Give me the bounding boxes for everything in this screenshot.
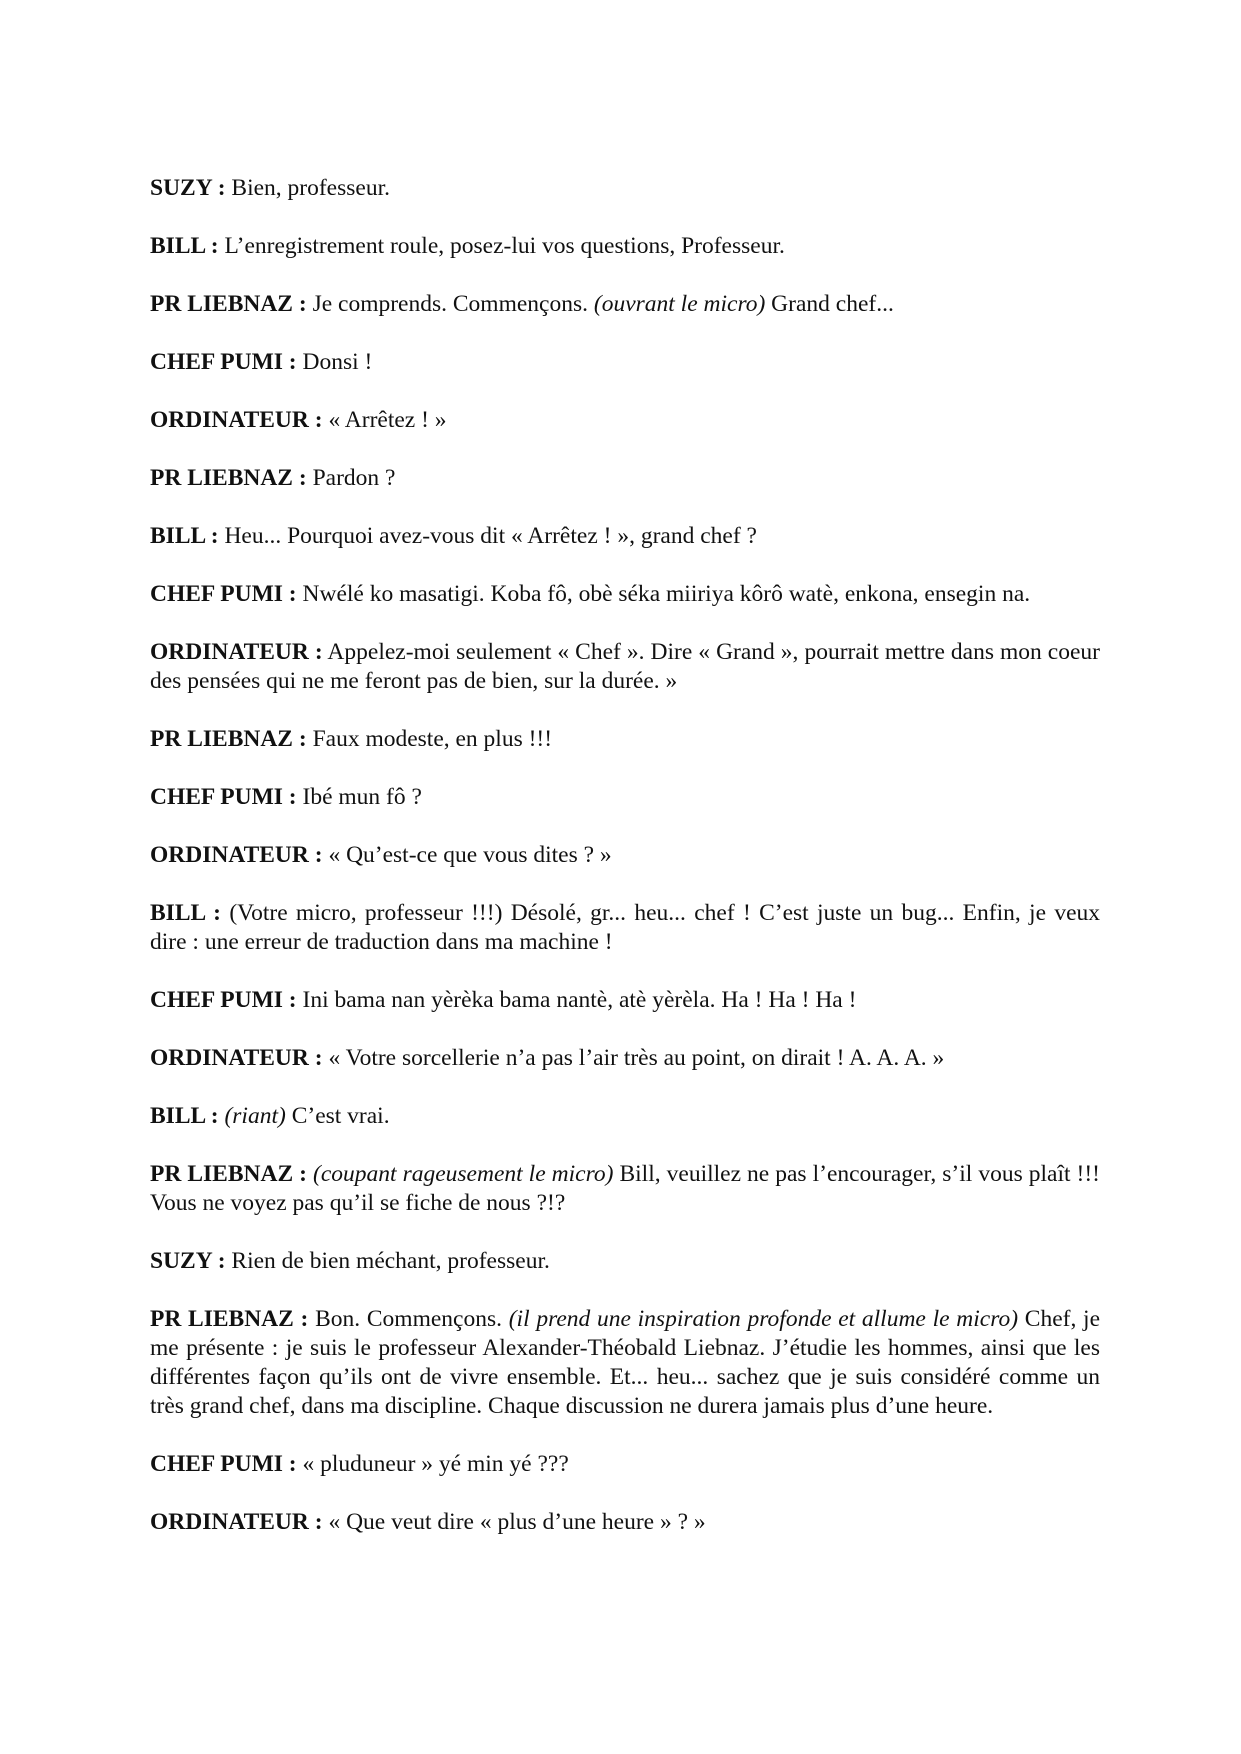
- dialogue-line: [150, 841, 1100, 870]
- dialogue-line: [150, 522, 1100, 551]
- dialogue-line: [150, 290, 1100, 319]
- dialogue-line: [150, 1247, 1100, 1276]
- dialogue-line: [150, 1044, 1100, 1073]
- speaker-name: ORDINATEUR :: [150, 1045, 323, 1071]
- dialogue-text: « Qu’est-ce que vous dites ? »: [322, 842, 612, 868]
- dialogue-text: Grand chef...: [765, 291, 894, 317]
- stage-direction: (ouvrant le micro): [593, 291, 766, 317]
- dialogue-text: Bon. Commençons.: [308, 1306, 509, 1332]
- dialogue-text: Je comprends. Commençons.: [306, 291, 594, 317]
- dialogue-text: (Votre micro, professeur !!!) Désolé, gr... heu... chef ! C’est juste un bug... Enfin, je veux dire : une erreur de traduction dans ma machine !: [150, 900, 1100, 955]
- script-text: [150, 174, 1100, 1566]
- dialogue-text: « Que veut dire « plus d’une heure » ? »: [322, 1509, 706, 1535]
- stage-direction: (coupant rageusement le micro): [313, 1161, 614, 1187]
- dialogue-line: [150, 406, 1100, 435]
- speaker-name: BILL :: [150, 233, 219, 259]
- dialogue-line: [150, 783, 1100, 812]
- speaker-name: ORDINATEUR :: [150, 842, 323, 868]
- dialogue-line: [150, 1102, 1100, 1131]
- dialogue-text: « Votre sorcellerie n’a pas l’air très au point, on dirait ! A. A. A. »: [322, 1045, 945, 1071]
- speaker-name: CHEF PUMI :: [150, 987, 297, 1013]
- speaker-name: PR LIEBNAZ :: [150, 1161, 307, 1187]
- speaker-name: CHEF PUMI :: [150, 349, 297, 375]
- dialogue-text: Ibé mun fô ?: [296, 784, 422, 810]
- speaker-name: ORDINATEUR :: [150, 1509, 323, 1535]
- speaker-name: CHEF PUMI :: [150, 1451, 297, 1477]
- dialogue-text: « pluduneur » yé min yé ???: [296, 1451, 569, 1477]
- speaker-name: ORDINATEUR :: [150, 407, 323, 433]
- dialogue-line: [150, 1160, 1100, 1218]
- speaker-name: PR LIEBNAZ :: [150, 291, 307, 317]
- speaker-name: PR LIEBNAZ :: [150, 726, 307, 752]
- speaker-name: CHEF PUMI :: [150, 581, 297, 607]
- dialogue-text: Chef, je me présente : je suis le professeur Alexander-Théobald Liebnaz. J’étudie les hommes, ainsi que les différentes façon qu’ils ont de vivre ensemble. Et... heu... sachez que je suis considéré comme un très grand chef, dans ma discipline. Chaque discussion ne durera jamais plus d’une heure.: [150, 1306, 1101, 1419]
- dialogue-line: [150, 986, 1100, 1015]
- speaker-name: PR LIEBNAZ :: [150, 465, 307, 491]
- dialogue-line: [150, 1305, 1100, 1421]
- dialogue-line: [150, 580, 1100, 609]
- dialogue-text: Heu... Pourquoi avez-vous dit « Arrêtez ! », grand chef ?: [218, 523, 757, 549]
- dialogue-text: Faux modeste, en plus !!!: [306, 726, 553, 752]
- speaker-name: ORDINATEUR :: [150, 639, 323, 665]
- dialogue-line: [150, 1508, 1100, 1537]
- dialogue-text: Nwélé ko masatigi. Koba fô, obè séka miiriya kôrô watè, enkona, ensegin na.: [296, 581, 1031, 607]
- dialogue-text: Rien de bien méchant, professeur.: [225, 1248, 550, 1274]
- dialogue-line: [150, 899, 1100, 957]
- dialogue-text: Bill, veuillez ne pas l’encourager, s’il vous plaît !!! Vous ne voyez pas qu’il se fiche de nous ?!?: [150, 1161, 1101, 1216]
- dialogue-text: Ini bama nan yèrèka bama nantè, atè yèrèla. Ha ! Ha ! Ha !: [296, 987, 857, 1013]
- dialogue-text: Donsi !: [296, 349, 373, 375]
- speaker-name: BILL :: [150, 900, 222, 926]
- dialogue-line: [150, 725, 1100, 754]
- dialogue-text: L’enregistrement roule, posez-lui vos questions, Professeur.: [218, 233, 785, 259]
- stage-direction: (il prend une inspiration profonde et allume le micro): [508, 1306, 1019, 1332]
- dialogue-text: Appelez-moi seulement « Chef ». Dire « Grand », pourrait mettre dans mon coeur des pensées qui ne me feront pas de bien, sur la durée. »: [150, 639, 1100, 694]
- dialogue-text: Bien, professeur.: [225, 175, 390, 201]
- speaker-name: SUZY :: [150, 1248, 226, 1274]
- dialogue-line: [150, 232, 1100, 261]
- dialogue-text: C’est vrai.: [285, 1103, 390, 1129]
- speaker-name: PR LIEBNAZ :: [150, 1306, 309, 1332]
- dialogue-line: [150, 1450, 1100, 1479]
- dialogue-line: [150, 348, 1100, 377]
- dialogue-text: « Arrêtez ! »: [322, 407, 447, 433]
- speaker-name: SUZY :: [150, 175, 226, 201]
- dialogue-line: [150, 174, 1100, 203]
- dialogue-line: [150, 638, 1100, 696]
- dialogue-line: [150, 464, 1100, 493]
- stage-direction: (riant): [224, 1103, 286, 1129]
- speaker-name: BILL :: [150, 1103, 219, 1129]
- dialogue-text: Pardon ?: [306, 465, 396, 491]
- speaker-name: BILL :: [150, 523, 219, 549]
- speaker-name: CHEF PUMI :: [150, 784, 297, 810]
